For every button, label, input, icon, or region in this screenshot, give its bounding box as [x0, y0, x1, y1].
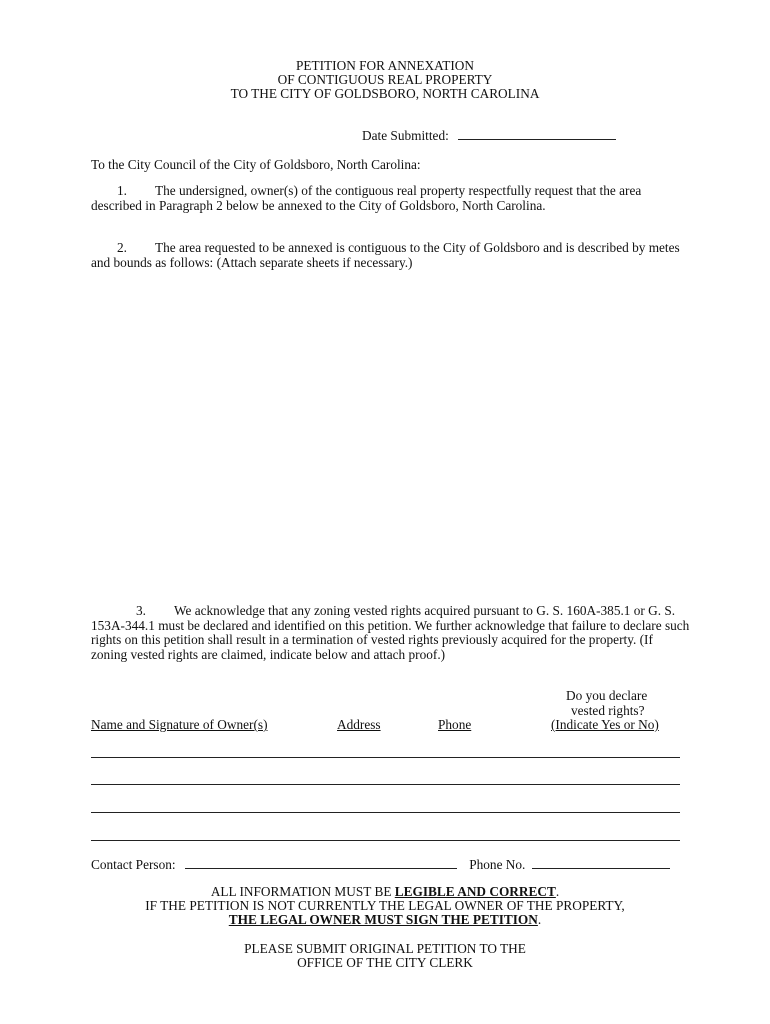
paragraph-2-number: 2.: [117, 240, 127, 255]
phone-no-field[interactable]: [532, 857, 670, 869]
contact-person-field[interactable]: [185, 857, 457, 869]
paragraph-3-number: 3.: [136, 603, 146, 618]
vested-header-line-1: Do you declare: [566, 688, 648, 703]
title-line-3: TO THE CITY OF GOLDSBORO, NORTH CAROLINA: [230, 86, 540, 101]
owner-row-line-2[interactable]: [91, 784, 680, 785]
contact-person-label: Contact Person:: [91, 857, 176, 872]
notice-line-1: [0, 884, 770, 899]
submit-line-1: PLEASE SUBMIT ORIGINAL PETITION TO THE: [244, 941, 526, 956]
salutation: To the City Council of the City of Goldsboro, North Carolina:: [91, 157, 421, 172]
owner-name-header: Name and Signature of Owner(s): [91, 717, 268, 732]
notice-legible-correct: LEGIBLE AND CORRECT: [394, 884, 556, 899]
date-submitted-field[interactable]: [458, 128, 616, 140]
paragraph-3-text: We acknowledge that any zoning vested rights acquired pursuant to G. S. 160A-385.1 or G. S. 153A-344.1 must be declared and identified on this petition. We further acknowledge that failure to declare such rights on this petition shall result in a termination of vested rights previously acquired for the property. (If zoning vested rights are claimed, indicate below and attach proof.): [91, 603, 690, 662]
vested-header-line-3: (Indicate Yes or No): [551, 717, 659, 732]
vested-header-line-2: vested rights?: [571, 703, 645, 718]
notice-line-2: IF THE PETITION IS NOT CURRENTLY THE LEGAL OWNER OF THE PROPERTY,: [145, 898, 625, 913]
owner-row-line-1[interactable]: [91, 757, 680, 758]
paragraph-1-number: 1.: [117, 183, 127, 198]
address-header: Address: [337, 717, 381, 732]
paragraph-2: [91, 241, 691, 270]
paragraph-1-text: The undersigned, owner(s) of the contiguous real property respectfully request that the area described in Paragraph 2 below be annexed to the City of Goldsboro, North Carolina.: [91, 183, 642, 213]
notice-line-1-text: ALL INFORMATION MUST BE: [210, 884, 395, 899]
date-submitted-row: [362, 128, 616, 143]
owner-row-line-4[interactable]: [91, 840, 680, 841]
paragraph-1: [91, 184, 691, 213]
date-submitted-label: Date Submitted:: [362, 128, 449, 143]
phone-header: Phone: [438, 717, 472, 732]
notice-line-3: [0, 912, 770, 927]
title-line-1: PETITION FOR ANNEXATION: [295, 58, 475, 73]
notice-line-1-period: .: [555, 884, 560, 899]
owner-row-line-3[interactable]: [91, 812, 680, 813]
contact-row: [91, 857, 670, 872]
title-line-2: OF CONTIGUOUS REAL PROPERTY: [277, 72, 493, 87]
paragraph-2-text: The area requested to be annexed is contiguous to the City of Goldsboro and is described by metes and bounds as follows: (Attach separate sheets if necessary.): [91, 240, 680, 270]
paragraph-3: [91, 604, 691, 662]
notice-line-3-period: .: [537, 912, 542, 927]
notice-legal-owner-sign: THE LEGAL OWNER MUST SIGN THE PETITION: [228, 912, 538, 927]
submit-line-2: OFFICE OF THE CITY CLERK: [297, 955, 473, 970]
phone-no-label: Phone No.: [469, 857, 526, 872]
